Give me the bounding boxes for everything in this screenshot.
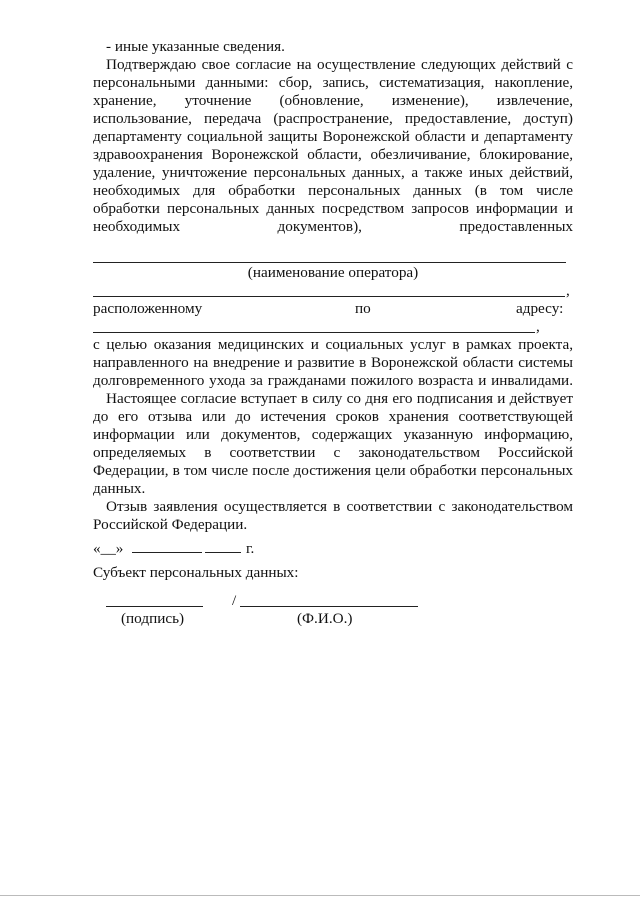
signature-blank: [106, 606, 203, 607]
consent-line-4: использование, передача (распространение, предоставление, доступ): [93, 110, 573, 127]
purpose-line-2: направленного на внедрение и развитие в Воронежской области системы: [93, 354, 573, 371]
validity-line-2: до его отзыва или до истечения сроков хранения соответствующей: [93, 408, 573, 425]
revocation-line-1: Отзыв заявления осуществляется в соответствии с законодательством: [106, 498, 573, 515]
signature-slash: /: [232, 592, 237, 609]
validity-line-1: Настоящее согласие вступает в силу со дня его подписания и действует: [106, 390, 573, 407]
validity-line-6: данных.: [93, 480, 146, 497]
date-year-suffix: г.: [246, 540, 255, 557]
validity-line-5: Федерации, в том числе после достижения цели обработки персональных: [93, 462, 573, 479]
address-word-1: расположенному: [93, 300, 203, 317]
page-edge-line: [0, 895, 640, 896]
date-month-blank: [132, 552, 202, 553]
validity-line-3: информации или документов, содержащих указанную информацию,: [93, 426, 573, 443]
purpose-line-1: с целью оказания медицинских и социальных услуг в рамках проекта,: [93, 336, 573, 353]
revocation-line-2: Российской Федерации.: [93, 516, 248, 533]
consent-line-10: необходимых документов), предоставленных: [93, 218, 573, 235]
purpose-line-3: долговременного ухода за гражданами пожилого возраста и инвалидами.: [93, 372, 573, 389]
consent-line-9: обработки персональных данных посредством запросов информации и: [93, 200, 573, 217]
address-blank-1: [93, 296, 565, 297]
consent-line-3: хранение, уточнение (обновление, изменение), извлечение,: [93, 92, 573, 109]
date-day-open: «__»: [93, 540, 124, 557]
validity-line-4: определяемых в соответствии с законодательством Российской: [93, 444, 573, 461]
signature-caption: (подпись): [121, 610, 185, 627]
operator-name-blank: [93, 262, 566, 263]
comma-2: ,: [536, 318, 540, 335]
consent-line-2: персональными данными: сбор, запись, систематизация, накопление,: [93, 74, 573, 91]
consent-line-1: Подтверждаю свое согласие на осуществление следующих действий с: [106, 56, 573, 73]
consent-line-8: необходимых для обработки персональных данных (в том числе: [93, 182, 573, 199]
date-year-blank: [205, 552, 241, 553]
consent-line-7: удаление, уничтожение персональных данных, а также иных действий,: [93, 164, 573, 181]
consent-line-5: департаменту социальной защиты Воронежской области и департаменту: [93, 128, 573, 145]
subject-label: Субъект персональных данных:: [93, 564, 299, 581]
intro-line: - иные указанные сведения.: [106, 38, 285, 55]
consent-line-6: здравоохранения Воронежской области, обезличивание, блокирование,: [93, 146, 573, 163]
fio-caption: (Ф.И.О.): [297, 610, 353, 627]
fio-blank: [240, 606, 418, 607]
address-blank-2: [93, 332, 535, 333]
address-word-2: по: [355, 300, 371, 317]
operator-caption: (наименование оператора): [247, 264, 419, 281]
comma-1: ,: [566, 282, 570, 299]
address-word-3: адресу:: [516, 300, 564, 317]
